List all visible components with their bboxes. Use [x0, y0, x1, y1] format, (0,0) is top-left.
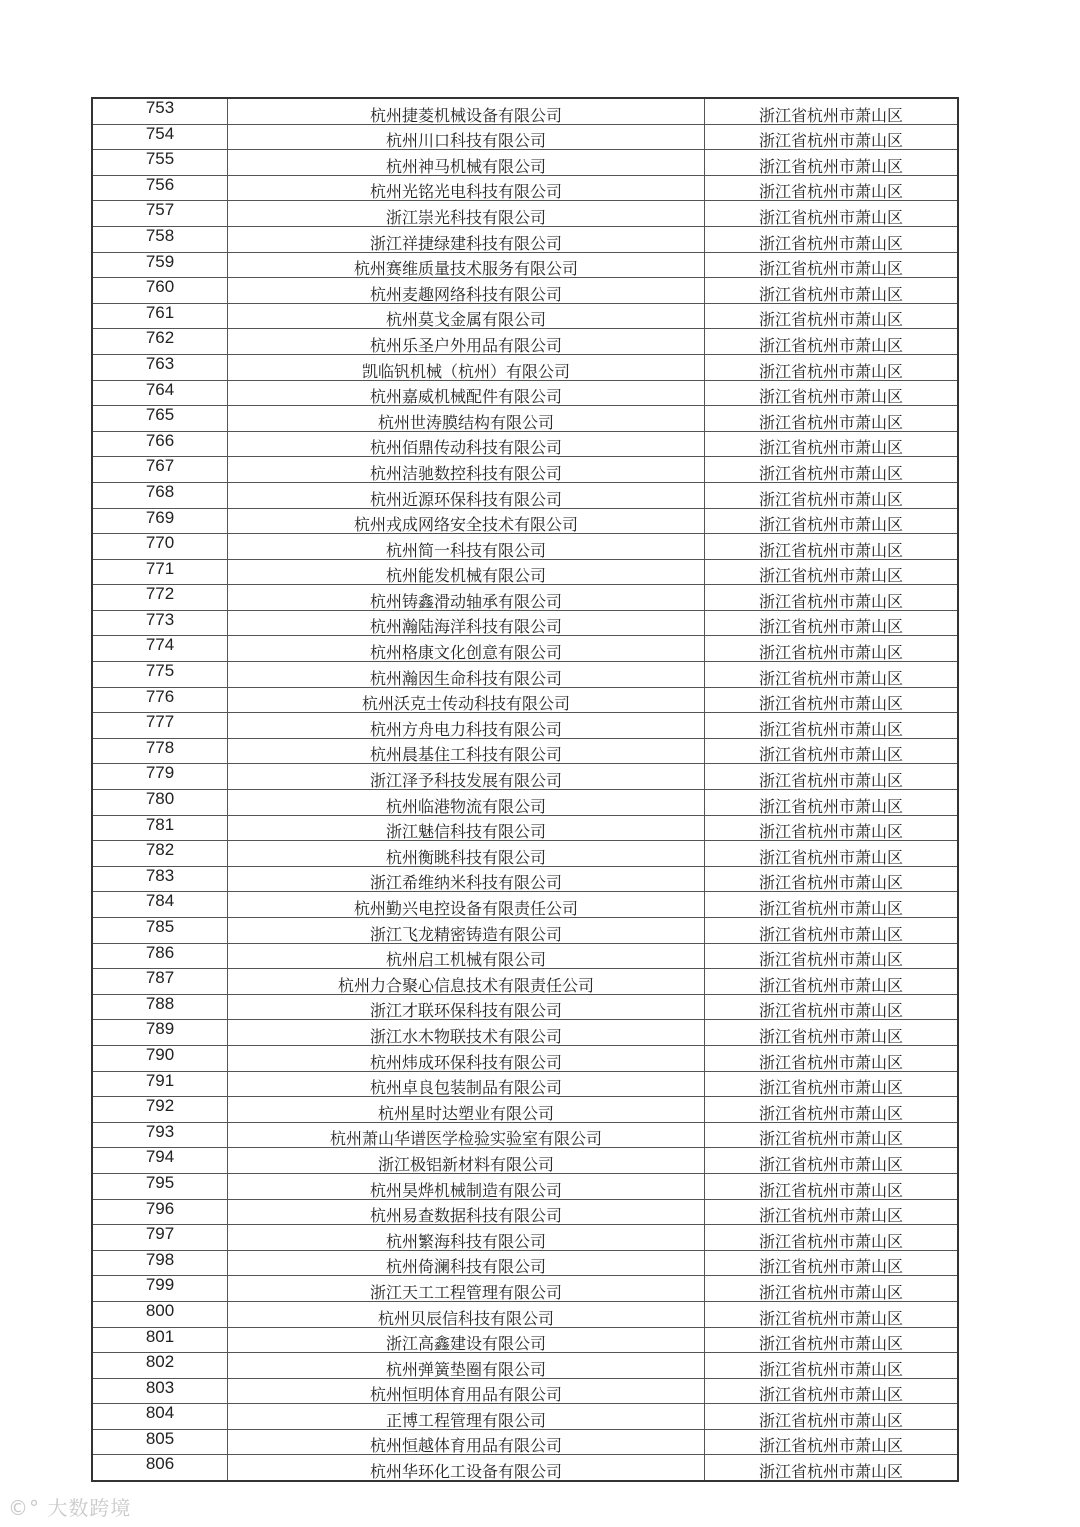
table-row	[92, 252, 958, 278]
company-name: 杭州佰鼎传动科技有限公司	[228, 431, 705, 457]
company-name: 杭州倚澜科技有限公司	[228, 1250, 705, 1276]
region: 浙江省杭州市萧山区	[705, 994, 959, 1020]
row-number: 778	[92, 738, 228, 764]
region: 浙江省杭州市萧山区	[705, 406, 959, 432]
region: 浙江省杭州市萧山区	[705, 150, 959, 176]
region: 浙江省杭州市萧山区	[705, 1071, 959, 1097]
table-row	[92, 226, 958, 252]
company-name: 杭州方舟电力科技有限公司	[228, 713, 705, 739]
row-number: 777	[92, 713, 228, 739]
company-name: 浙江才联环保科技有限公司	[228, 994, 705, 1020]
table-row	[92, 482, 958, 508]
table-row	[92, 585, 958, 611]
row-number: 774	[92, 636, 228, 662]
region: 浙江省杭州市萧山区	[705, 201, 959, 227]
table-row	[92, 508, 958, 534]
region: 浙江省杭州市萧山区	[705, 252, 959, 278]
row-number: 764	[92, 380, 228, 406]
row-number: 754	[92, 124, 228, 150]
table-row	[92, 994, 958, 1020]
row-number: 758	[92, 226, 228, 252]
table-row	[92, 815, 958, 841]
table-row	[92, 1353, 958, 1379]
table-row	[92, 380, 958, 406]
table-row	[92, 150, 958, 176]
region: 浙江省杭州市萧山区	[705, 610, 959, 636]
region: 浙江省杭州市萧山区	[705, 585, 959, 611]
company-name: 杭州炜成环保科技有限公司	[228, 1045, 705, 1071]
watermark-text: 大数跨境	[47, 1496, 132, 1520]
table-row	[92, 713, 958, 739]
row-number: 797	[92, 1225, 228, 1251]
row-number: 790	[92, 1045, 228, 1071]
table-row	[92, 124, 958, 150]
row-number: 768	[92, 482, 228, 508]
region: 浙江省杭州市萧山区	[705, 278, 959, 304]
table-row	[92, 1327, 958, 1353]
watermark-logo-icon: ©°	[8, 1496, 40, 1520]
region: 浙江省杭州市萧山区	[705, 1173, 959, 1199]
row-number: 779	[92, 764, 228, 790]
company-name: 杭州捷菱机械设备有限公司	[228, 98, 705, 124]
region: 浙江省杭州市萧山区	[705, 662, 959, 688]
company-name: 浙江天工工程管理有限公司	[228, 1276, 705, 1302]
region: 浙江省杭州市萧山区	[705, 943, 959, 969]
table-row	[92, 303, 958, 329]
region: 浙江省杭州市萧山区	[705, 1404, 959, 1430]
region: 浙江省杭州市萧山区	[705, 918, 959, 944]
table-row	[92, 841, 958, 867]
table-row	[92, 764, 958, 790]
row-number: 762	[92, 329, 228, 355]
region: 浙江省杭州市萧山区	[705, 482, 959, 508]
company-name: 杭州昊烨机械制造有限公司	[228, 1173, 705, 1199]
table-row	[92, 1173, 958, 1199]
region: 浙江省杭州市萧山区	[705, 329, 959, 355]
table-row	[92, 1301, 958, 1327]
company-name: 杭州能发机械有限公司	[228, 559, 705, 585]
region: 浙江省杭州市萧山区	[705, 559, 959, 585]
row-number: 792	[92, 1097, 228, 1123]
company-name: 浙江魅信科技有限公司	[228, 815, 705, 841]
region: 浙江省杭州市萧山区	[705, 1378, 959, 1404]
region: 浙江省杭州市萧山区	[705, 687, 959, 713]
company-name: 杭州麦趣网络科技有限公司	[228, 278, 705, 304]
table-row	[92, 1225, 958, 1251]
row-number: 805	[92, 1429, 228, 1455]
region: 浙江省杭州市萧山区	[705, 1353, 959, 1379]
table-row	[92, 406, 958, 432]
row-number: 781	[92, 815, 228, 841]
row-number: 800	[92, 1301, 228, 1327]
company-name: 杭州瀚因生命科技有限公司	[228, 662, 705, 688]
company-name: 杭州临港物流有限公司	[228, 790, 705, 816]
company-name: 浙江极铝新材料有限公司	[228, 1148, 705, 1174]
company-name: 杭州衡眺科技有限公司	[228, 841, 705, 867]
company-name: 杭州近源环保科技有限公司	[228, 482, 705, 508]
company-name: 杭州星时达塑业有限公司	[228, 1097, 705, 1123]
company-name: 杭州易查数据科技有限公司	[228, 1199, 705, 1225]
company-name: 杭州光铭光电科技有限公司	[228, 175, 705, 201]
row-number: 806	[92, 1455, 228, 1481]
row-number: 804	[92, 1404, 228, 1430]
company-name: 杭州神马机械有限公司	[228, 150, 705, 176]
company-name: 杭州繁海科技有限公司	[228, 1225, 705, 1251]
row-number: 763	[92, 354, 228, 380]
row-number: 767	[92, 457, 228, 483]
table-row	[92, 1122, 958, 1148]
table-row	[92, 969, 958, 995]
row-number: 772	[92, 585, 228, 611]
company-name: 浙江高鑫建设有限公司	[228, 1327, 705, 1353]
watermark	[8, 1492, 131, 1521]
company-name: 杭州晨基住工科技有限公司	[228, 738, 705, 764]
region: 浙江省杭州市萧山区	[705, 354, 959, 380]
row-number: 760	[92, 278, 228, 304]
region: 浙江省杭州市萧山区	[705, 534, 959, 560]
row-number: 783	[92, 866, 228, 892]
table-row	[92, 1020, 958, 1046]
table-row	[92, 1199, 958, 1225]
company-name: 凯临钒机械（杭州）有限公司	[228, 354, 705, 380]
row-number: 773	[92, 610, 228, 636]
region: 浙江省杭州市萧山区	[705, 98, 959, 124]
company-name: 杭州贝辰信科技有限公司	[228, 1301, 705, 1327]
row-number: 799	[92, 1276, 228, 1302]
company-table-body	[92, 98, 958, 1481]
table-row	[92, 738, 958, 764]
company-name: 杭州洁驰数控科技有限公司	[228, 457, 705, 483]
table-row	[92, 98, 958, 124]
company-name: 杭州启工机械有限公司	[228, 943, 705, 969]
company-name: 浙江崇光科技有限公司	[228, 201, 705, 227]
company-table	[91, 97, 959, 1482]
region: 浙江省杭州市萧山区	[705, 380, 959, 406]
row-number: 770	[92, 534, 228, 560]
region: 浙江省杭州市萧山区	[705, 892, 959, 918]
row-number: 776	[92, 687, 228, 713]
company-name: 浙江希维纳米科技有限公司	[228, 866, 705, 892]
table-row	[92, 1276, 958, 1302]
region: 浙江省杭州市萧山区	[705, 969, 959, 995]
region: 浙江省杭州市萧山区	[705, 841, 959, 867]
region: 浙江省杭州市萧山区	[705, 1276, 959, 1302]
table-row	[92, 534, 958, 560]
table-row	[92, 175, 958, 201]
row-number: 801	[92, 1327, 228, 1353]
table-row	[92, 1097, 958, 1123]
company-name: 杭州恒越体育用品有限公司	[228, 1429, 705, 1455]
company-name: 杭州萧山华谱医学检验实验室有限公司	[228, 1122, 705, 1148]
table-row	[92, 201, 958, 227]
row-number: 785	[92, 918, 228, 944]
region: 浙江省杭州市萧山区	[705, 1020, 959, 1046]
company-name: 杭州简一科技有限公司	[228, 534, 705, 560]
table-row	[92, 1429, 958, 1455]
region: 浙江省杭州市萧山区	[705, 508, 959, 534]
region: 浙江省杭州市萧山区	[705, 1455, 959, 1481]
company-name: 杭州赛维质量技术服务有限公司	[228, 252, 705, 278]
region: 浙江省杭州市萧山区	[705, 1045, 959, 1071]
row-number: 789	[92, 1020, 228, 1046]
row-number: 798	[92, 1250, 228, 1276]
company-name: 杭州莫戈金属有限公司	[228, 303, 705, 329]
row-number: 755	[92, 150, 228, 176]
region: 浙江省杭州市萧山区	[705, 713, 959, 739]
region: 浙江省杭州市萧山区	[705, 1199, 959, 1225]
table-row	[92, 1045, 958, 1071]
row-number: 757	[92, 201, 228, 227]
table-row	[92, 892, 958, 918]
row-number: 782	[92, 841, 228, 867]
company-name: 浙江祥捷绿建科技有限公司	[228, 226, 705, 252]
row-number: 793	[92, 1122, 228, 1148]
row-number: 791	[92, 1071, 228, 1097]
region: 浙江省杭州市萧山区	[705, 1327, 959, 1353]
region: 浙江省杭州市萧山区	[705, 738, 959, 764]
company-name: 正博工程管理有限公司	[228, 1404, 705, 1430]
row-number: 765	[92, 406, 228, 432]
company-name: 杭州华环化工设备有限公司	[228, 1455, 705, 1481]
region: 浙江省杭州市萧山区	[705, 431, 959, 457]
table-row	[92, 354, 958, 380]
table-row	[92, 1071, 958, 1097]
table-row	[92, 1455, 958, 1481]
region: 浙江省杭州市萧山区	[705, 457, 959, 483]
company-name: 杭州沃克士传动科技有限公司	[228, 687, 705, 713]
company-name: 杭州川口科技有限公司	[228, 124, 705, 150]
region: 浙江省杭州市萧山区	[705, 1097, 959, 1123]
company-name: 杭州卓良包装制品有限公司	[228, 1071, 705, 1097]
table-row	[92, 943, 958, 969]
table-row	[92, 687, 958, 713]
company-name: 杭州勤兴电控设备有限责任公司	[228, 892, 705, 918]
table-row	[92, 1148, 958, 1174]
row-number: 787	[92, 969, 228, 995]
company-name: 杭州乐圣户外用品有限公司	[228, 329, 705, 355]
row-number: 753	[92, 98, 228, 124]
table-row	[92, 610, 958, 636]
table-row	[92, 866, 958, 892]
region: 浙江省杭州市萧山区	[705, 226, 959, 252]
company-name: 杭州恒明体育用品有限公司	[228, 1378, 705, 1404]
region: 浙江省杭州市萧山区	[705, 124, 959, 150]
row-number: 796	[92, 1199, 228, 1225]
company-name: 杭州格康文化创意有限公司	[228, 636, 705, 662]
table-row	[92, 278, 958, 304]
company-name: 杭州瀚陆海洋科技有限公司	[228, 610, 705, 636]
region: 浙江省杭州市萧山区	[705, 1301, 959, 1327]
company-name: 杭州铸鑫滑动轴承有限公司	[228, 585, 705, 611]
region: 浙江省杭州市萧山区	[705, 790, 959, 816]
table-row	[92, 918, 958, 944]
table-row	[92, 329, 958, 355]
row-number: 795	[92, 1173, 228, 1199]
row-number: 761	[92, 303, 228, 329]
table-row	[92, 662, 958, 688]
region: 浙江省杭州市萧山区	[705, 1148, 959, 1174]
region: 浙江省杭州市萧山区	[705, 303, 959, 329]
region: 浙江省杭州市萧山区	[705, 815, 959, 841]
company-name: 浙江泽予科技发展有限公司	[228, 764, 705, 790]
row-number: 756	[92, 175, 228, 201]
region: 浙江省杭州市萧山区	[705, 1122, 959, 1148]
table-row	[92, 1378, 958, 1404]
region: 浙江省杭州市萧山区	[705, 636, 959, 662]
table-row	[92, 1250, 958, 1276]
row-number: 766	[92, 431, 228, 457]
region: 浙江省杭州市萧山区	[705, 1250, 959, 1276]
row-number: 769	[92, 508, 228, 534]
company-name: 浙江水木物联技术有限公司	[228, 1020, 705, 1046]
row-number: 780	[92, 790, 228, 816]
row-number: 786	[92, 943, 228, 969]
row-number: 759	[92, 252, 228, 278]
table-row	[92, 790, 958, 816]
company-name: 浙江飞龙精密铸造有限公司	[228, 918, 705, 944]
table-row	[92, 636, 958, 662]
row-number: 794	[92, 1148, 228, 1174]
row-number: 788	[92, 994, 228, 1020]
company-name: 杭州嘉威机械配件有限公司	[228, 380, 705, 406]
region: 浙江省杭州市萧山区	[705, 866, 959, 892]
table-row	[92, 431, 958, 457]
region: 浙江省杭州市萧山区	[705, 1225, 959, 1251]
row-number: 802	[92, 1353, 228, 1379]
region: 浙江省杭州市萧山区	[705, 1429, 959, 1455]
table-row	[92, 1404, 958, 1430]
row-number: 803	[92, 1378, 228, 1404]
company-name: 杭州戎成网络安全技术有限公司	[228, 508, 705, 534]
table-row	[92, 559, 958, 585]
company-name: 杭州世涛膜结构有限公司	[228, 406, 705, 432]
row-number: 775	[92, 662, 228, 688]
company-name: 杭州弹簧垫圈有限公司	[228, 1353, 705, 1379]
row-number: 771	[92, 559, 228, 585]
company-name: 杭州力合聚心信息技术有限责任公司	[228, 969, 705, 995]
table-row	[92, 457, 958, 483]
region: 浙江省杭州市萧山区	[705, 764, 959, 790]
region: 浙江省杭州市萧山区	[705, 175, 959, 201]
row-number: 784	[92, 892, 228, 918]
